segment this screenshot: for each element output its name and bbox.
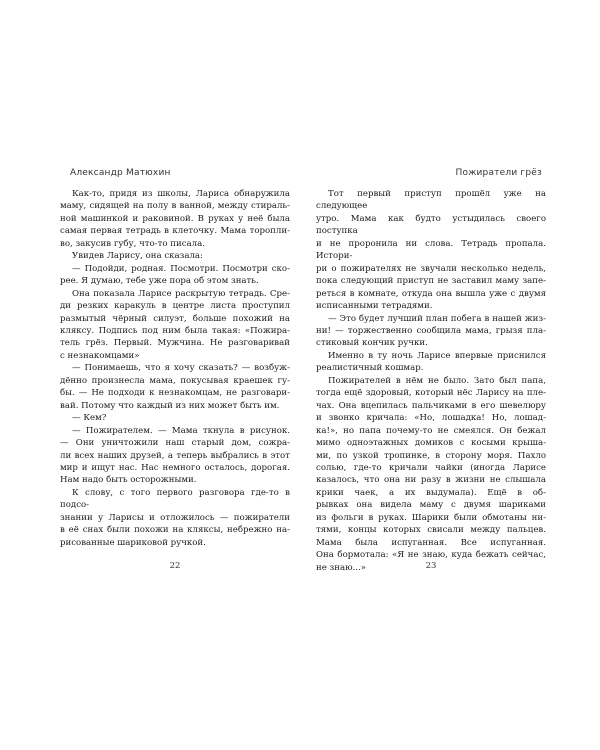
line: Именно в ту ночь Ларисе впервые приснился (328, 350, 546, 361)
line: знании у Ларисы и отложилось — пожиратели (60, 512, 290, 523)
line: размытый чёрный силуэт, больше похожий на (60, 313, 290, 324)
line: тель грёз. Первый. Мужчина. Не разговаривай (60, 338, 290, 349)
line: кляксу. Подпись под ним была такая: «Пожира- (60, 325, 290, 336)
line: рывках она видела маму с двумя шариками (316, 500, 546, 511)
line: ни! — торжественно сообщила мама, грызя пла- (316, 325, 546, 336)
line: в её снах были похожи на кляксы, небрежно на- (60, 525, 290, 536)
left-page-body (60, 188, 290, 549)
line: Увидев Ларису, она сказала: (72, 251, 203, 262)
line: — Они уничтожили наш старый дом, сожра- (60, 438, 290, 449)
line: Тот первый приступ прошёл уже на следующее (316, 189, 546, 212)
line: во, закусив губу, что-то писала. (60, 238, 205, 249)
line: пока следующий приступ не заставил маму запе- (316, 276, 546, 287)
line: Нам надо быть осторожными. (60, 475, 197, 486)
line: Мама была испуганная. Все испуганная. (316, 537, 546, 548)
line: и звонко кричала: «Но, лошадка! Но, лошад- (316, 413, 546, 424)
line: казалось, что она ни разу в жизни не слышала (316, 475, 546, 486)
line: реалистичный кошмар. (316, 363, 424, 374)
page-number: 23 (425, 561, 437, 571)
line: крики чаек, а их выдумала). Ещё в об- (316, 487, 546, 498)
line: исписанными тетрадями. (316, 301, 433, 312)
running-header-author: Александр Матюхин (70, 168, 171, 178)
line: чах. Она вцепилась пальчиками в его шевелюру (316, 400, 546, 411)
line: — Это будет лучший план побега в нашей жиз- (328, 313, 546, 324)
line: ри о пожирателях не звучали несколько недель, (316, 263, 546, 274)
line: ли всех наших друзей, а теперь выбрались в этот (60, 450, 290, 461)
line: рее. Я думаю, тебе уже пора об этом знать. (60, 276, 259, 287)
line: — Пожирателем. — Мама ткнула в рисунок. (72, 425, 290, 436)
line: реться в комнате, откуда она вышла уже с двумя (316, 288, 546, 299)
line: и не проронила ни слова. Тетрадь пропала. Истори- (316, 238, 546, 262)
line: дённо произнесла мама, покусывая краешек гу- (60, 375, 290, 386)
line: ка!», но папа почему-то не смеялся. Он бежал (316, 425, 546, 436)
page-number: 22 (169, 561, 181, 571)
line: ди резких каракуль в центре листа проступил (60, 301, 290, 312)
line: ной машинкой и раковиной. В руках у неё была (60, 213, 290, 224)
line: не знаю...» (316, 562, 367, 573)
line: стиковый кончик ручки. (316, 338, 428, 349)
line: Пожирателей в нём не было. Зато был папа, (328, 375, 546, 386)
line: К слову, с того первого разговора где-то в подсо- (60, 487, 290, 511)
line: самая первая тетрадь в клеточку. Мама торопли- (60, 226, 290, 237)
running-header-title: Пожиратели грёз (455, 168, 542, 178)
line: маму, сидящей на полу в ванной, между стираль- (60, 201, 290, 212)
line: Как-то, придя из школы, Лариса обнаружила (72, 189, 290, 199)
line: утро. Мама как будто устыдилась своего поступка (316, 213, 546, 237)
line: тями, концы которых свисали между пальцев. (316, 525, 546, 536)
line: ми, по узкой тропинке, в сторону моря. Пахло (316, 450, 546, 461)
line: с незнакомцами» (60, 350, 140, 361)
line: вай. Потому что каждый из них может быть им. (60, 400, 280, 411)
line: из фольги в руках. Шарики были обмотаны ни- (316, 512, 546, 523)
line: рисованные шариковой ручкой. (60, 537, 206, 548)
line: — Подойди, родная. Посмотри. Посмотри ско- (72, 263, 290, 274)
line: мир и ищут нас. Нас немного осталось, дорогая. (60, 462, 290, 473)
line: бы. — Не подходи к незнакомцам, не разговари- (60, 388, 290, 399)
line: Она бормотала: «Я не знаю, куда бежать сейчас, (316, 550, 546, 561)
line: Она показала Ларисе раскрытую тетрадь. Сре- (72, 288, 290, 299)
line: — Кем? (72, 413, 107, 424)
line: солью, где-то кричали чайки (иногда Ларисе (316, 462, 546, 473)
line: тогда ещё здоровый, который нёс Ларису на пле- (316, 388, 546, 399)
line: мимо одноэтажных домиков с косыми крыша- (316, 438, 546, 449)
line: — Понимаешь, что я хочу сказать? — возбуж- (72, 363, 290, 374)
right-page-body (316, 188, 546, 574)
